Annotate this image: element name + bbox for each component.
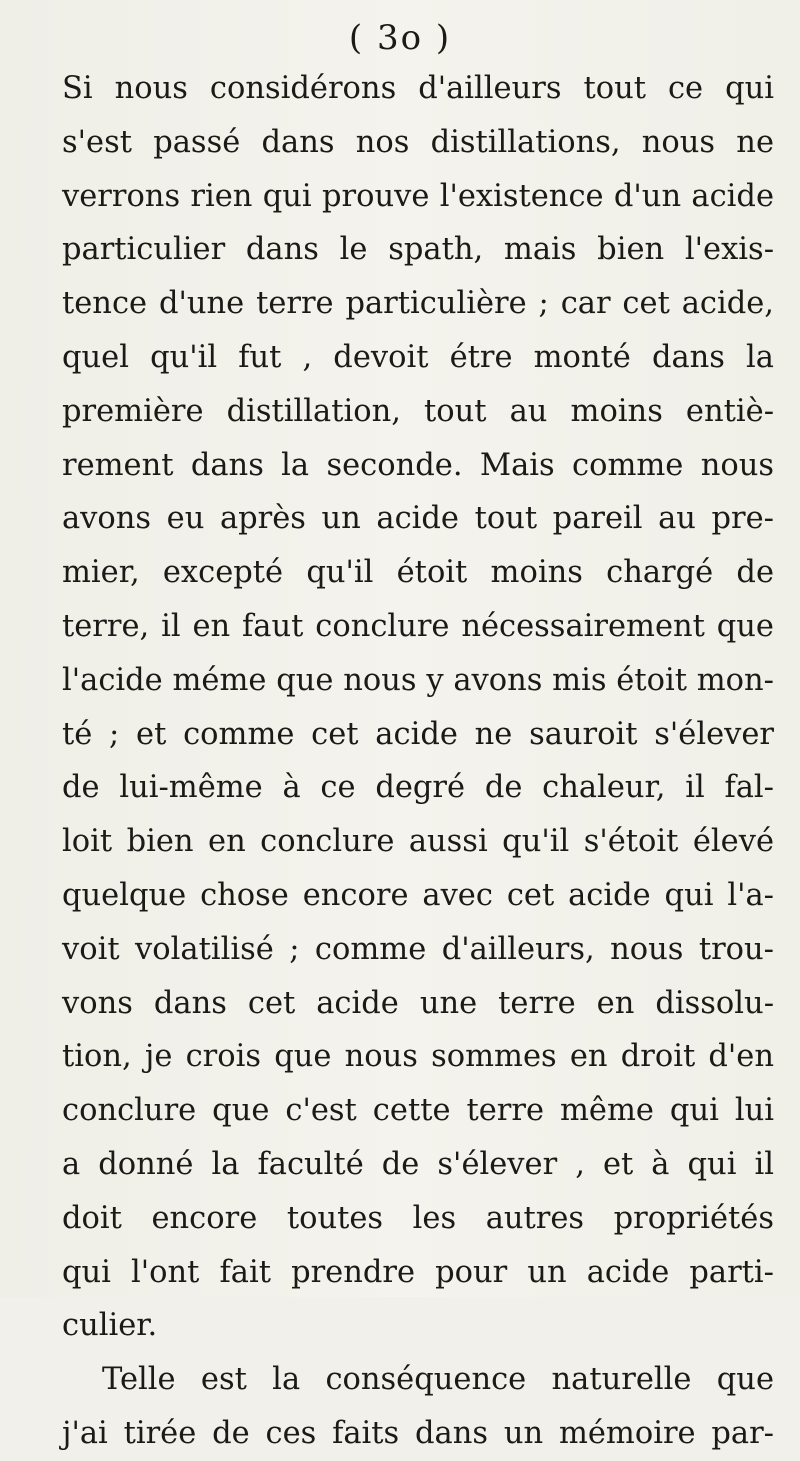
text-line: l'acide méme que nous y avons mis étoit mon-: [62, 662, 774, 698]
text-line: tion, je crois que nous sommes en droit d'en: [62, 1039, 774, 1075]
text-line: culier.: [62, 1308, 158, 1344]
text-line: première distillation, tout au moins entiè-: [62, 393, 774, 429]
page-number: ( 3o ): [348, 18, 452, 58]
text-line: rement dans la seconde. Mais comme nous: [62, 447, 774, 483]
text-line: tence d'une terre particulière ; car cet acide,: [62, 286, 774, 322]
text-line: avons eu après un acide tout pareil au pre-: [62, 501, 774, 537]
text-line: particulier dans le spath, mais bien l'exis-: [62, 232, 774, 268]
text-line: terre, il en faut conclure nécessairement que: [62, 608, 774, 644]
text-line: s'est passé dans nos distillations, nous ne: [62, 124, 774, 160]
text-line: quel qu'il fut , devoit étre monté dans la: [62, 339, 774, 375]
text-line: voit volatilisé ; comme d'ailleurs, nous trou-: [62, 931, 774, 967]
text-line: té ; et comme cet acide ne sauroit s'élever: [62, 716, 774, 752]
text-line: Telle est la conséquence naturelle que: [102, 1362, 774, 1398]
text-line: doit encore toutes les autres propriétés: [62, 1200, 774, 1236]
text-line: verrons rien qui prouve l'existence d'un acide: [62, 178, 774, 214]
text-line: mier, excepté qu'il étoit moins chargé de: [62, 555, 774, 591]
text-line: vons dans cet acide une terre en dissolu-: [62, 985, 774, 1021]
text-line: loit bien en conclure aussi qu'il s'étoit élevé: [62, 824, 774, 860]
text-line: de lui-même à ce degré de chaleur, il fal-: [62, 770, 774, 806]
text-line: conclure que c'est cette terre même qui lui: [62, 1093, 774, 1129]
text-line: Si nous considérons d'ailleurs tout ce qui: [62, 71, 774, 106]
text-line: qui l'ont fait prendre pour un acide parti-: [62, 1254, 774, 1290]
text-line: quelque chose encore avec cet acide qui l'a-: [62, 877, 774, 913]
text-line: j'ai tirée de ces faits dans un mémoire par-: [62, 1415, 774, 1451]
body-text: [62, 62, 774, 1461]
text-line: a donné la faculté de s'élever , et à qui il: [62, 1146, 774, 1182]
